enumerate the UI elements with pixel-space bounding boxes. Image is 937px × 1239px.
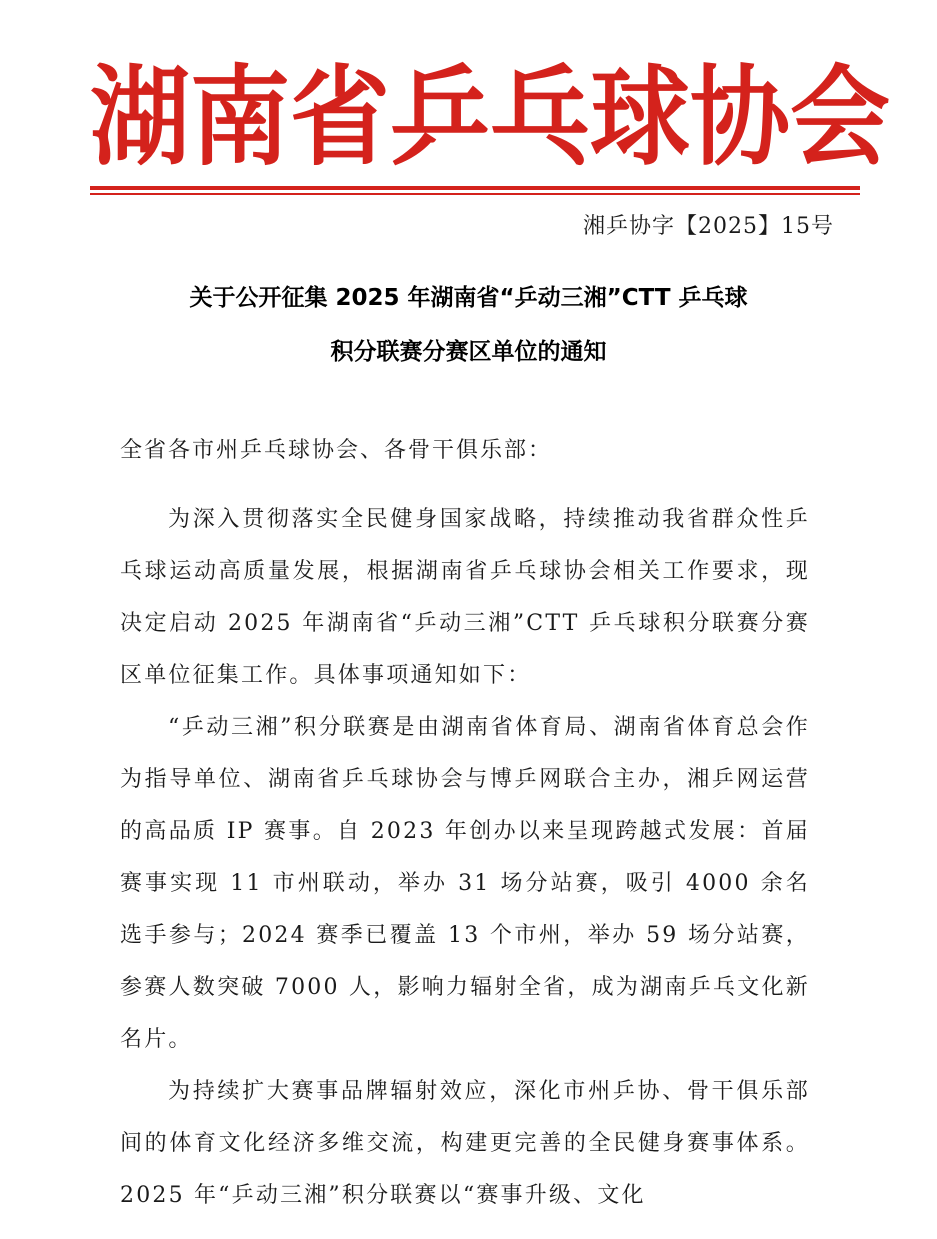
masthead-char: 会 [790,54,890,181]
masthead-char: 协 [690,54,790,181]
masthead-char: 球 [590,54,690,181]
masthead-char: 乒 [390,54,490,181]
body-paragraph: 为深入贯彻落实全民健身国家战略，持续推动我省群众性乒乓球运动高质量发展，根据湖南省乒乓球协会相关工作要求，现决定启动 2025 年湖南省“乒动三湘”CTT 乒乓球积分联赛分赛区单位征集工作。具体事项通知如下： [120,507,810,688]
document-body [120,494,810,1222]
salutation: 全省各市州乒乓球协会、各骨干俱乐部： [120,438,553,463]
document-title-line-1: 关于公开征集 2025 年湖南省“乒动三湘”CTT 乒乓球 [189,285,748,311]
masthead-char: 省 [290,54,390,181]
header-divider-thin [90,193,860,195]
masthead-char: 湖 [90,54,190,181]
document-title-line-2: 积分联赛分赛区单位的通知 [330,339,607,365]
masthead-char: 南 [190,54,290,181]
body-paragraph: “乒动三湘”积分联赛是由湖南省体育局、湖南省体育总会作为指导单位、湖南省乒乓球协会与博乒网联合主办，湘乒网运营的高品质 IP 赛事。自 2023 年创办以来呈现跨越式发展：首届赛事实现 11 市州联动，举办 31 场分站赛，吸引 4000 余名选手参与；2024 赛季已覆盖 13 个市州，举办 59 场分站赛，参赛人数突破 7000 人，影响力辐射全省，成为湖南乒乓文化新名片。 [120,715,810,1052]
masthead-char: 乓 [490,54,590,181]
org-masthead [90,51,890,185]
header-divider-thick [90,186,860,190]
document-number: 湘乒协字【2025】15号 [583,214,834,239]
body-paragraph: 为持续扩大赛事品牌辐射效应，深化市州乒协、骨干俱乐部间的体育文化经济多维交流，构建更完善的全民健身赛事体系。2025 年“乒动三湘”积分联赛以“赛事升级、文化 [120,1079,810,1208]
